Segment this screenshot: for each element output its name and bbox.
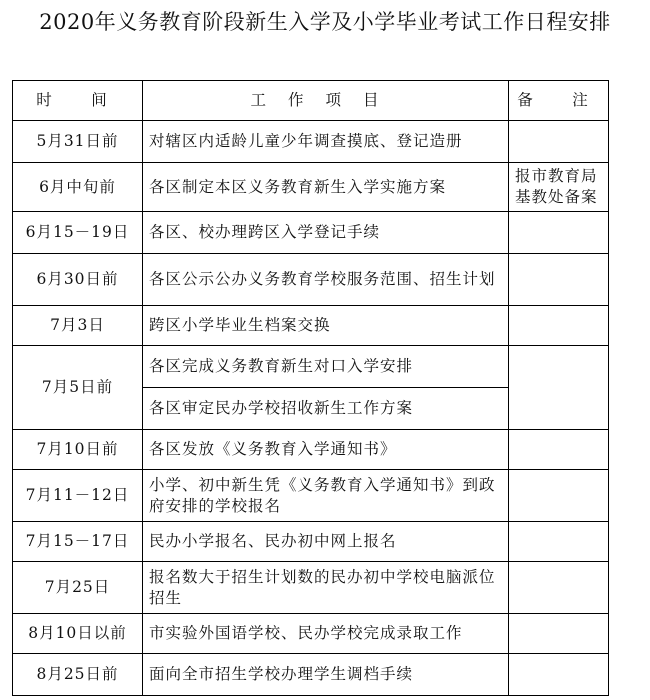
item-cell: 小学、初中新生凭《义务教育入学通知书》到政府安排的学校报名 [143, 470, 509, 522]
note-cell [509, 212, 609, 254]
note-cell [509, 614, 609, 654]
time-cell: 7月5日前 [13, 346, 143, 430]
item-cell: 各区公示公办义务教育学校服务范围、招生计划 [143, 254, 509, 306]
item-cell: 报名数大于招生计划数的民办初中学校电脑派位招生 [143, 562, 509, 614]
time-cell: 5月31日前 [13, 121, 143, 163]
table-row [13, 212, 609, 254]
note-cell [509, 346, 609, 430]
header-note: 备 注 [509, 81, 609, 121]
item-cell: 跨区小学毕业生档案交换 [143, 306, 509, 346]
note-cell [509, 121, 609, 163]
item-cell: 各区、校办理跨区入学登记手续 [143, 212, 509, 254]
table-header-row [13, 81, 609, 121]
table-row [13, 614, 609, 654]
time-cell: 7月3日 [13, 306, 143, 346]
note-cell [509, 654, 609, 696]
time-cell: 7月10日前 [13, 430, 143, 470]
time-cell: 7月15－17日 [13, 522, 143, 562]
note-cell [509, 522, 609, 562]
table-row [13, 470, 609, 522]
table-row [13, 163, 609, 212]
table-row [13, 346, 609, 388]
table-row [13, 562, 609, 614]
time-cell: 8月25日前 [13, 654, 143, 696]
header-item: 工作项目 [143, 81, 509, 121]
note-cell [509, 470, 609, 522]
note-cell [509, 306, 609, 346]
schedule-table [12, 80, 609, 696]
table-row [13, 522, 609, 562]
header-time: 时 间 [13, 81, 143, 121]
note-cell: 报市教育局基教处备案 [509, 163, 609, 212]
table-row [13, 654, 609, 696]
item-cell: 各区发放《义务教育入学通知书》 [143, 430, 509, 470]
table-row [13, 121, 609, 163]
item-cell: 面向全市招生学校办理学生调档手续 [143, 654, 509, 696]
note-cell [509, 562, 609, 614]
item-cell: 民办小学报名、民办初中网上报名 [143, 522, 509, 562]
table-row [13, 430, 609, 470]
item-cell: 对辖区内适龄儿童少年调查摸底、登记造册 [143, 121, 509, 163]
time-cell: 6月15－19日 [13, 212, 143, 254]
note-cell [509, 254, 609, 306]
item-cell: 各区完成义务教育新生对口入学安排 [143, 346, 509, 388]
time-cell: 6月30日前 [13, 254, 143, 306]
time-cell: 7月25日 [13, 562, 143, 614]
item-cell: 各区审定民办学校招收新生工作方案 [143, 388, 509, 430]
time-cell: 7月11－12日 [13, 470, 143, 522]
note-cell [509, 430, 609, 470]
time-cell: 6月中旬前 [13, 163, 143, 212]
page-title: 2020年义务教育阶段新生入学及小学毕业考试工作日程安排 [39, 10, 611, 34]
time-cell: 8月10日以前 [13, 614, 143, 654]
item-cell: 市实验外国语学校、民办学校完成录取工作 [143, 614, 509, 654]
item-cell: 各区制定本区义务教育新生入学实施方案 [143, 163, 509, 212]
table-row [13, 306, 609, 346]
table-row [13, 254, 609, 306]
